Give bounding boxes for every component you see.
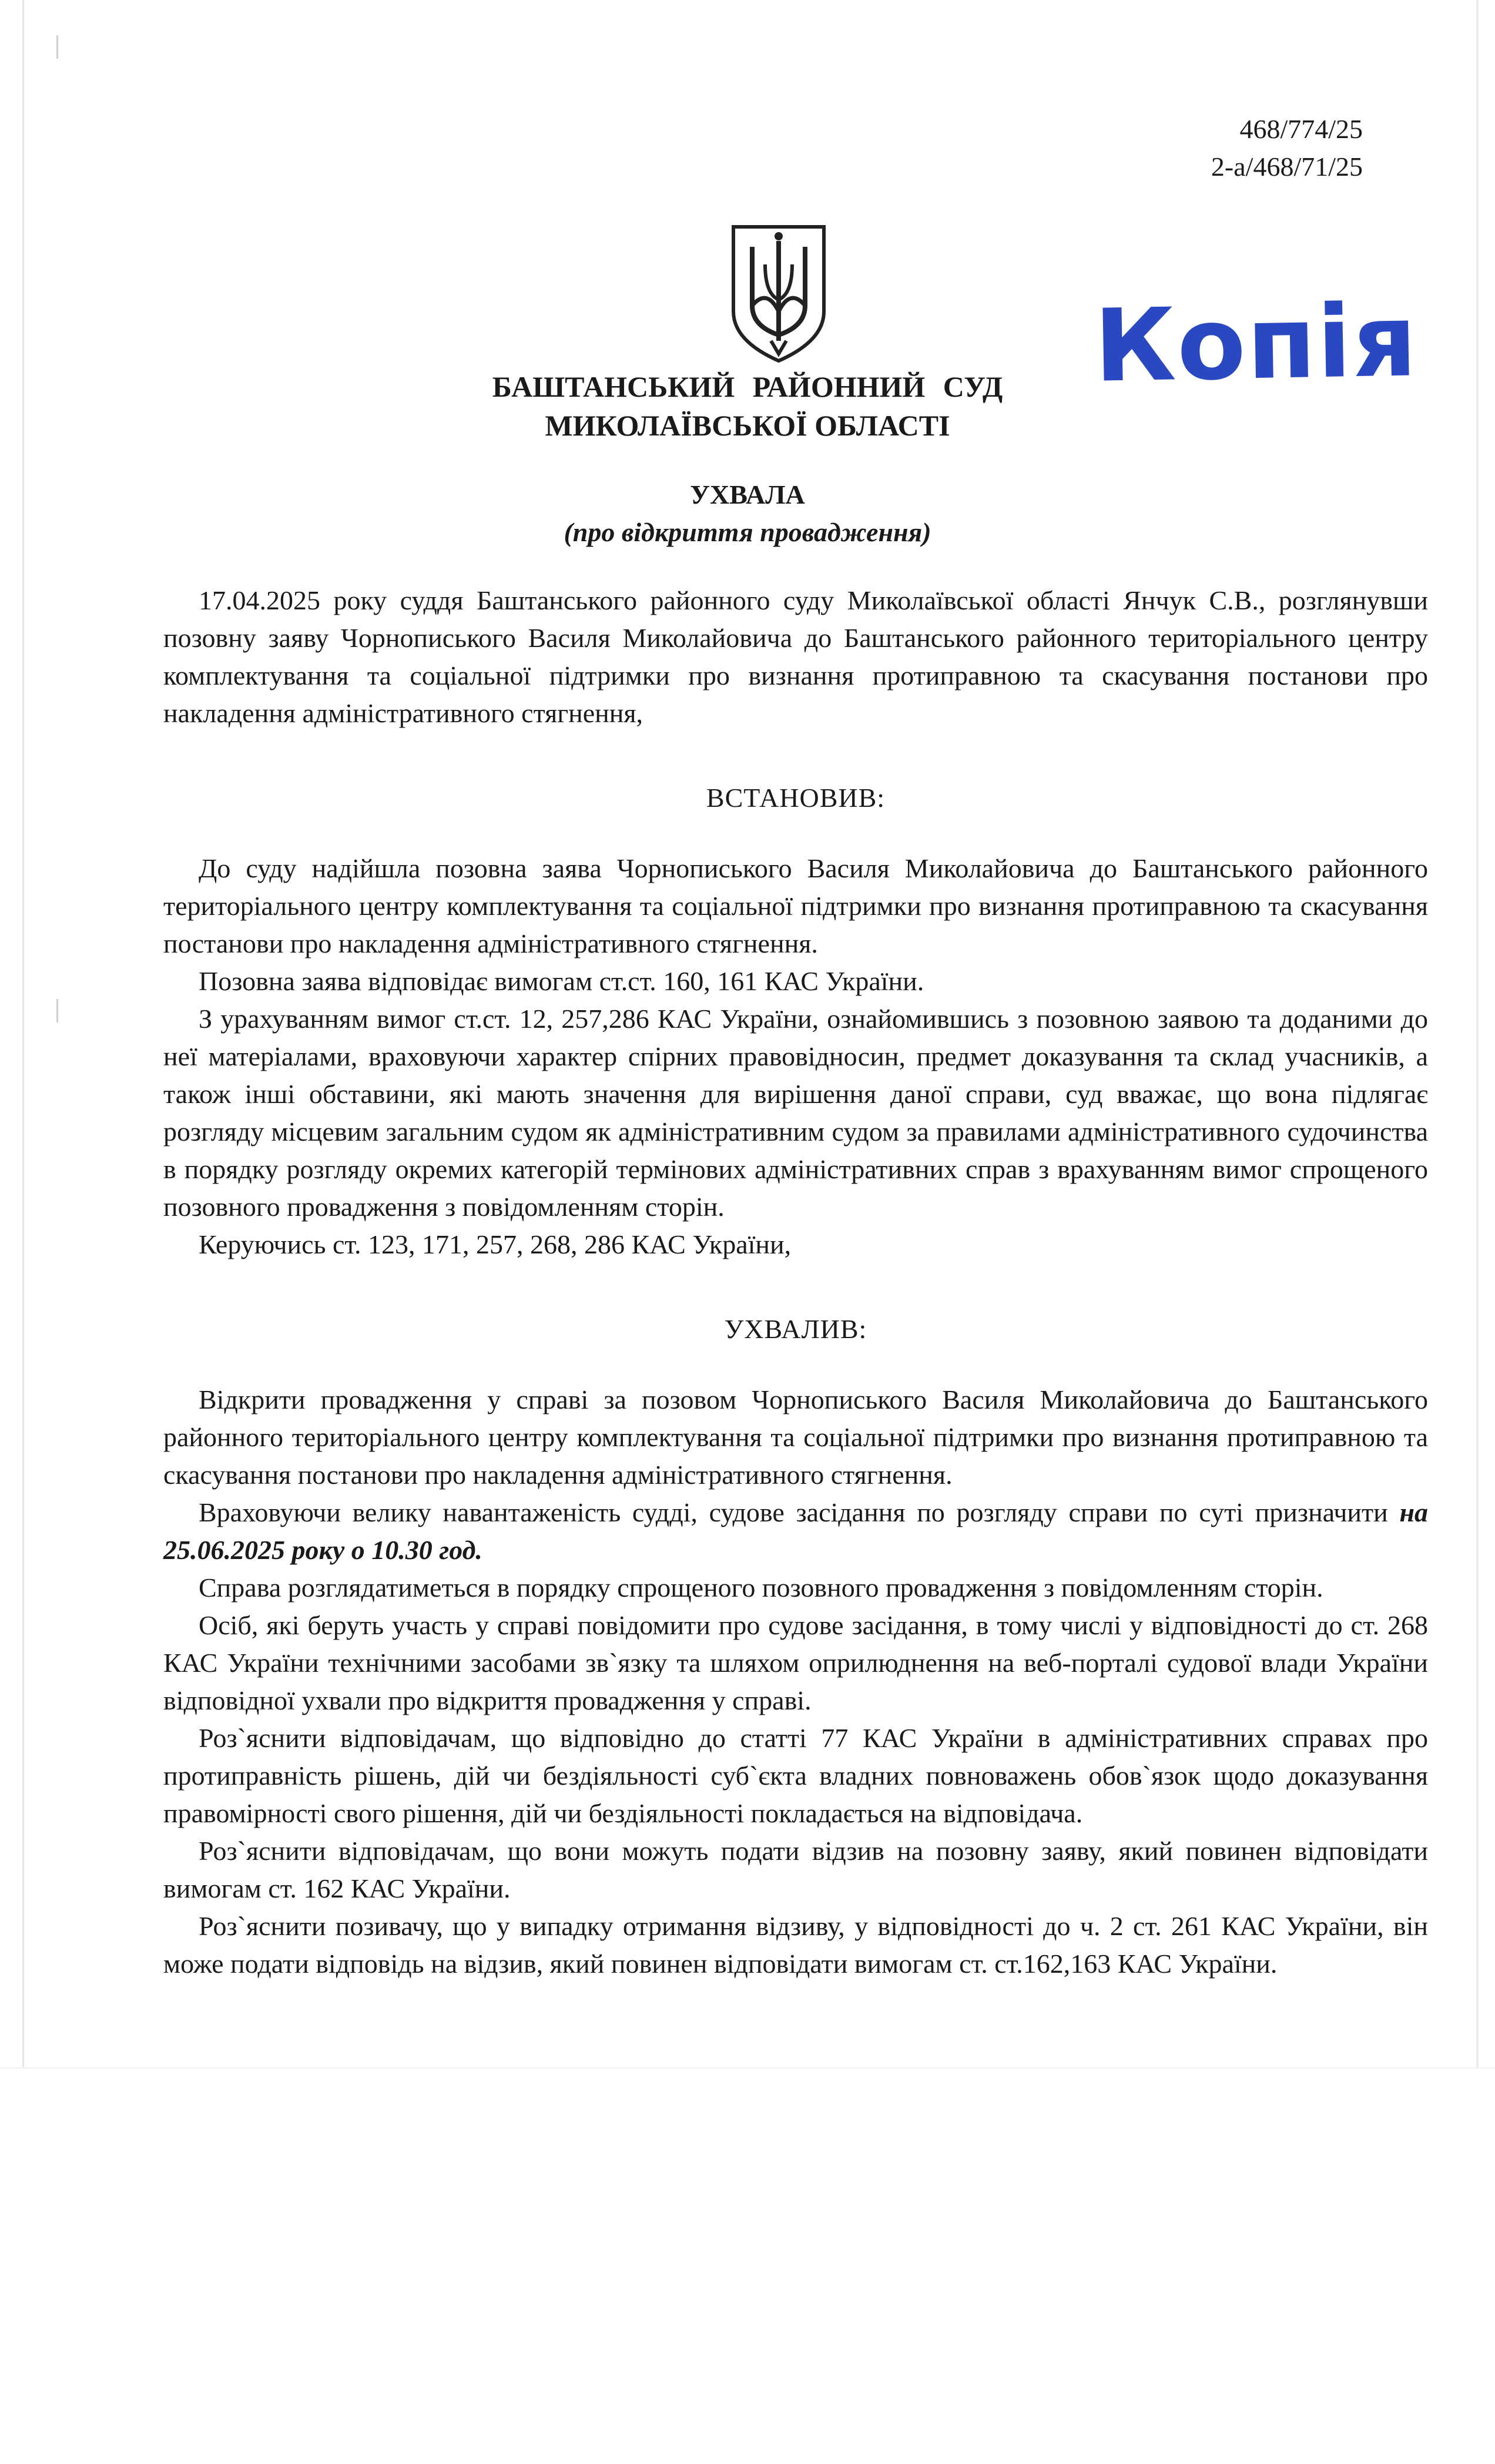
ruled-paragraph-open-proceedings: Відкрити провадження у справі за позовом Чорнописького Василя Миколайовича до Баштанського районного територіального центру комплектування та соціальної підтримки про визнання протиправною та скасування постанови про накладення адміністративного стягнення. — [163, 1384, 1428, 1490]
scan-edge-left — [22, 0, 24, 2069]
case-number-secondary: 2-а/468/71/25 — [1211, 152, 1363, 182]
hearing-date: на 25.06.2025 року о 10.30 год. — [163, 1497, 1428, 1565]
copy-stamp: Копія — [1093, 283, 1419, 405]
document-title-block — [0, 476, 1495, 551]
case-numbers — [1211, 110, 1363, 186]
scan-bottom-edge — [0, 2067, 1495, 2069]
court-name-line1: БАШТАНСЬКИЙ РАЙОННИЙ СУД — [492, 370, 1003, 403]
ruled-paragraph-hearing-date — [163, 1494, 1428, 1569]
intro-paragraph: 17.04.2025 року суддя Баштанського районного суду Миколаївської області Янчук С.В., розглянувши позовну заяву Чорнописького Василя Миколайовича до Баштанського районного територіального центру комплектування та соціальної підтримки про визнання протиправною та скасування постанови про накладення адміністративного стягнення, — [163, 585, 1428, 728]
ruled-paragraph-reply: Роз`яснити позивачу, що у випадку отримання відзиву, у відповідності до ч. 2 ст. 261 КАС України, він може подати відповідь на відзив, який повинен відповідати вимогам ст. ст.162,163 КАС України. — [163, 1911, 1428, 1979]
scan-mark — [56, 999, 58, 1023]
scan-mark — [56, 35, 58, 59]
established-paragraph: До суду надійшла позовна заява Чорнописького Василя Миколайовича до Баштанського районного територіального центру комплектування та соціальної підтримки про визнання протиправною та скасування постанови про накладення адміністративного стягнення. — [163, 853, 1428, 958]
document-title: УХВАЛА — [690, 480, 805, 509]
ruled-heading: УХВАЛИВ: — [724, 1314, 867, 1344]
ruled-paragraph-notification: Осіб, які беруть участь у справі повідомити про судове засідання, в тому числі у відповідності до ст. 268 КАС України технічними засобами зв`язку та шляхом оприлюднення на веб-порталі судової влади України відповідної ухвали про відкриття провадження у справі. — [163, 1610, 1428, 1715]
established-heading: ВСТАНОВИВ: — [706, 783, 886, 813]
ruled-paragraph-procedure: Справа розглядатиметься в порядку спрощеного позовного провадження з повідомленням сторін. — [199, 1573, 1323, 1603]
established-paragraph: Керуючись ст. 123, 171, 257, 268, 286 КАС України, — [199, 1229, 792, 1259]
document-subtitle: (про відкриття провадження) — [564, 517, 931, 547]
case-number-primary: 468/774/25 — [1239, 114, 1363, 144]
court-name-line2: МИКОЛАЇВСЬКОЇ ОБЛАСТІ — [545, 409, 950, 442]
ruled-paragraph-response: Роз`яснити відповідачам, що вони можуть подати відзив на позовну заяву, який повинен відповідати вимогам ст. 162 КАС України. — [163, 1836, 1428, 1903]
hearing-text: Враховуючи велику навантаженість судді, судове засідання по розгляду справи по суті призначити — [199, 1497, 1400, 1527]
coat-of-arms-of-ukraine-icon — [729, 223, 829, 364]
court-name — [0, 367, 1495, 445]
scan-edge-right — [1476, 0, 1479, 2069]
established-paragraph: Позовна заява відповідає вимогам ст.ст. 160, 161 КАС України. — [199, 966, 924, 996]
ruled-paragraph-burden-of-proof: Роз`яснити відповідачам, що відповідно до статті 77 КАС України в адміністративних справах про протиправність рішень, дій чи бездіяльності суб`єкта владних повноважень обов`язок щодо доказування правомірності свого рішення, дій чи бездіяльності покладається на відповідача. — [163, 1723, 1428, 1828]
document-body — [163, 582, 1428, 1983]
established-paragraph: З урахуванням вимог ст.ст. 12, 257,286 КАС України, ознайомившись з позовною заявою та доданими до неї матеріалами, враховуючи характер спірних правовідносин, предмет доказування та склад учасників, а також інші обставини, які мають значення для вирішення даної справи, суд вважає, що вона підлягає розгляду місцевим загальним судом як адміністративним судом за правилами адміністративного судочинства в порядку розгляду окремих категорій термінових адміністративних справ з врахуванням вимог спрощеного позовного провадження з повідомленням сторін. — [163, 1004, 1428, 1222]
